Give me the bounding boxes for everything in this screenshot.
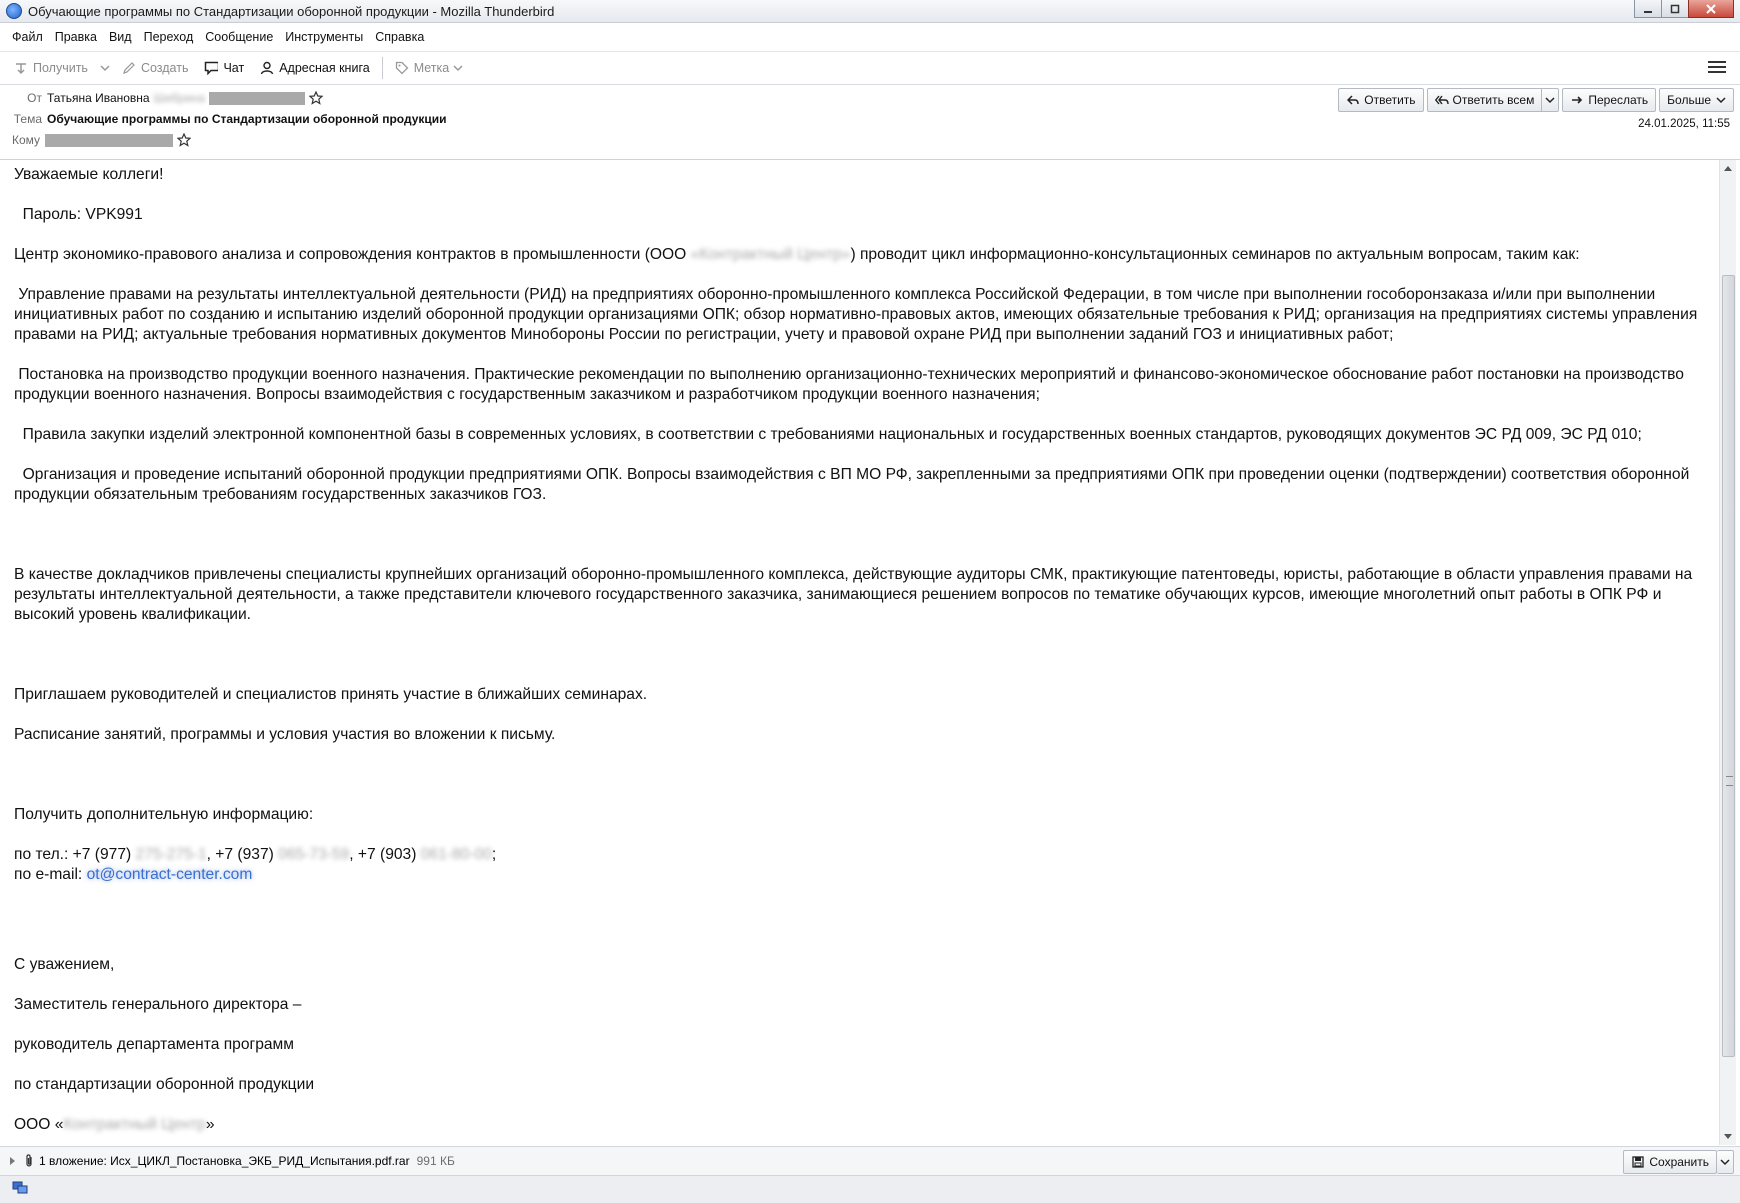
minimize-button[interactable] bbox=[1634, 0, 1662, 18]
window-title: Обучающие программы по Стандартизации оборонной продукции - Mozilla Thunderbird bbox=[28, 3, 555, 19]
save-dropdown[interactable] bbox=[1717, 1150, 1734, 1174]
scroll-up-button[interactable] bbox=[1720, 160, 1736, 176]
get-messages-button[interactable] bbox=[6, 55, 96, 81]
signature-line-3: по стандартизации оборонной продукции bbox=[14, 1076, 315, 1093]
from-surname: Шибрина bbox=[153, 91, 205, 105]
topic-4: Организация и проведение испытаний оборонной продукции предприятиями ОПК. Вопросы взаимодействия с ВП МО РФ, закрепленными за предприятиями ОПК при проведении оценки (подтверждении) соответствия оборонной продукции обязательным требованиям государственных заказчиков ГОЗ. bbox=[14, 466, 1694, 503]
greeting: Уважаемые коллеги! bbox=[14, 166, 164, 183]
message-date: 24.01.2025, 11:55 bbox=[1638, 118, 1730, 130]
save-icon bbox=[1631, 1155, 1645, 1169]
address-book-button[interactable] bbox=[252, 55, 377, 81]
reply-button[interactable] bbox=[1338, 88, 1423, 112]
paperclip-icon bbox=[23, 1153, 35, 1169]
phone3-code: , +7 (903) bbox=[349, 846, 421, 863]
forward-button[interactable] bbox=[1562, 88, 1656, 112]
chat-button[interactable] bbox=[196, 55, 252, 81]
message-header bbox=[0, 85, 1740, 160]
chevron-down-icon bbox=[100, 64, 110, 72]
toolbar-separator bbox=[382, 57, 383, 79]
signature-line-4 bbox=[14, 1115, 1714, 1135]
scroll-down-button[interactable] bbox=[1720, 1129, 1736, 1145]
contacts-icon bbox=[260, 61, 274, 75]
get-messages-dropdown[interactable] bbox=[96, 55, 114, 81]
from-name[interactable]: Татьяна Ивановна bbox=[47, 91, 150, 105]
close-window-button[interactable] bbox=[1688, 0, 1734, 18]
menu-view[interactable]: Вид bbox=[108, 30, 132, 44]
menu-tools[interactable]: Инструменты bbox=[285, 30, 364, 44]
topic-2: Постановка на производство продукции военного назначения. Практические рекомендации по выполнению организационно-технических мероприятий и финансово-экономическое обоснование работ постановки на производство продукции военного назначения. Вопросы взаимодействия с государственным заказчиком и разработчиком продукции военного назначения; bbox=[14, 366, 1689, 403]
menu-go[interactable]: Переход bbox=[143, 30, 194, 44]
arrow-down-icon bbox=[1724, 1134, 1732, 1140]
get-messages-label: Получить bbox=[33, 61, 88, 75]
sig4-post: » bbox=[205, 1116, 215, 1133]
header-action-buttons bbox=[1335, 88, 1734, 112]
chevron-down-icon bbox=[1716, 96, 1726, 104]
reply-label: Ответить bbox=[1364, 93, 1416, 107]
reply-icon bbox=[1346, 93, 1360, 107]
topic-1: Управление правами на результаты интеллектуальной деятельности (РИД) на предприятиях оборонно-промышленного комплекса Российской Федерации, в том числе при выполнении гособоронзаказа и/или при выполнении инициативных работ по созданию и испытанию изделий оборонной продукции организациями ОПК; обзор нормативно-правовых актов, имеющих обязательные требования к РИД; организация на предприятиях системы управления правами на РИД; актуальные требования нормативных документов Минобороны России по регистрации, учету и правовой охране РИД при выполнении заданий ГОЗ и инициативных работ; bbox=[14, 286, 1702, 343]
phone2-code: , +7 (937) bbox=[206, 846, 279, 863]
tag-label: Метка bbox=[413, 61, 450, 75]
save-attachment-button[interactable] bbox=[1623, 1150, 1717, 1174]
subject-label: Тема bbox=[13, 112, 42, 126]
app-menu-button[interactable] bbox=[1708, 56, 1726, 78]
online-status-icon[interactable] bbox=[12, 1181, 28, 1195]
intro-org-blurred: «Контрактный Центр» bbox=[690, 246, 851, 263]
phone-end: ; bbox=[491, 846, 497, 863]
from-email-redacted bbox=[209, 92, 305, 105]
attachment-summary[interactable]: 1 вложение: Исх_ЦИКЛ_Постановка_ЭКБ_РИД_Испытания.pdf.rar bbox=[39, 1154, 410, 1168]
phone-label: по тел.: bbox=[14, 846, 73, 863]
reply-all-dropdown[interactable] bbox=[1542, 88, 1559, 112]
menu-help[interactable]: Справка bbox=[375, 30, 425, 44]
forward-icon bbox=[1570, 93, 1584, 107]
intro-pre: Центр экономико-правового анализа и сопровождения контрактов в промышленности (ООО bbox=[14, 246, 691, 263]
sig4-pre: ООО « bbox=[14, 1116, 64, 1133]
intro-paragraph bbox=[14, 245, 1714, 265]
more-button[interactable] bbox=[1659, 88, 1734, 112]
arrow-up-icon bbox=[1724, 165, 1732, 171]
signature-line-1: Заместитель генерального директора – bbox=[14, 996, 302, 1013]
phone1-code: +7 (977) bbox=[72, 846, 136, 863]
message-body[interactable] bbox=[0, 160, 1720, 1145]
minimize-icon bbox=[1643, 4, 1653, 14]
sig4-org-blurred: Контрактный Центр bbox=[63, 1116, 206, 1133]
chat-icon bbox=[204, 61, 218, 75]
chevron-down-icon bbox=[1545, 96, 1555, 104]
more-info-line: Получить дополнительную информацию: bbox=[14, 806, 314, 823]
hamburger-line bbox=[1708, 71, 1726, 73]
chevron-down-icon bbox=[453, 64, 463, 72]
speakers-paragraph: В качестве докладчиков привлечены специалисты крупнейших организаций оборонно-промышленного комплекса, действующие аудиторы СМК, практикующие патентоведы, юристы, работающие в области управления правами на результаты интеллектуальной деятельности, а также представители ключевого государственного заказчика, занимающиеся решением вопросов по тематике обучающих курсов, имеющие многолетний опыт работы в ОПК РФ и высокий уровень квалификации. bbox=[14, 566, 1693, 623]
email-line bbox=[14, 865, 1714, 885]
save-label: Сохранить bbox=[1649, 1155, 1709, 1169]
from-row bbox=[0, 91, 323, 105]
intro-post: ) проводит цикл информационно-консультационных семинаров по актуальным вопросам, таким как: bbox=[850, 246, 1580, 263]
invite-line: Приглашаем руководителей и специалистов принять участие в ближайших семинарах. bbox=[14, 686, 648, 703]
expand-attachments-toggle[interactable] bbox=[10, 1157, 15, 1165]
address-book-label: Адресная книга bbox=[279, 61, 370, 75]
compose-label: Создать bbox=[140, 61, 189, 75]
attachment-bar bbox=[0, 1146, 1740, 1175]
pencil-icon bbox=[122, 61, 136, 75]
subject-value: Обучающие программы по Стандартизации оборонной продукции bbox=[47, 112, 447, 126]
star-icon[interactable] bbox=[177, 133, 191, 147]
email-link[interactable]: ot@contract-center.com bbox=[86, 866, 253, 883]
phone1-number: 275-275-1 bbox=[135, 846, 207, 863]
reply-all-group bbox=[1427, 88, 1560, 112]
to-address-redacted bbox=[45, 134, 173, 147]
scroll-grip bbox=[1726, 776, 1733, 786]
menu-bar bbox=[0, 23, 1740, 52]
hamburger-line bbox=[1708, 66, 1726, 68]
status-bar bbox=[0, 1175, 1740, 1203]
topic-3: Правила закупки изделий электронной компонентной базы в современных условиях, в соответствии с требованиями национальных и государственных военных стандартов, руководящих документов ЭС РД 009, ЭС РД 010; bbox=[14, 426, 1642, 443]
signature-line-2: руководитель департамента программ bbox=[14, 1036, 294, 1053]
body-scrollbar[interactable] bbox=[1719, 160, 1736, 1145]
maximize-icon bbox=[1670, 4, 1680, 14]
close-icon bbox=[1706, 4, 1716, 14]
password-line: Пароль: VPK991 bbox=[14, 206, 143, 223]
menu-file[interactable]: Файл bbox=[12, 30, 43, 44]
subject-row bbox=[0, 112, 447, 126]
star-icon[interactable] bbox=[309, 91, 323, 105]
compose-button[interactable] bbox=[114, 55, 197, 81]
download-icon bbox=[14, 61, 28, 75]
window-controls bbox=[1635, 0, 1734, 18]
reply-all-label: Ответить всем bbox=[1452, 93, 1535, 107]
tag-button[interactable] bbox=[387, 55, 472, 81]
more-label: Больше bbox=[1667, 93, 1711, 107]
menu-message[interactable]: Сообщение bbox=[205, 30, 274, 44]
attachment-size: 991 КБ bbox=[416, 1154, 455, 1168]
phone3-number: 061-80-00 bbox=[420, 846, 492, 863]
email-label: по e-mail: bbox=[14, 866, 87, 883]
phone2-number: 065-73-59 bbox=[278, 846, 350, 863]
scroll-thumb[interactable] bbox=[1722, 275, 1735, 1057]
to-row bbox=[0, 133, 191, 147]
main-toolbar bbox=[0, 52, 1740, 85]
reply-all-icon bbox=[1435, 93, 1449, 107]
regards-line: С уважением, bbox=[14, 956, 115, 973]
phone-line bbox=[14, 845, 1714, 865]
message-text bbox=[14, 165, 1714, 1135]
to-label: Кому bbox=[12, 133, 41, 147]
thunderbird-app-icon bbox=[6, 3, 22, 19]
chat-label: Чат bbox=[223, 61, 245, 75]
maximize-button[interactable] bbox=[1661, 0, 1689, 18]
from-label: От bbox=[27, 91, 42, 105]
chevron-down-icon bbox=[1720, 1158, 1730, 1166]
tag-icon bbox=[395, 61, 409, 75]
forward-label: Переслать bbox=[1588, 93, 1649, 107]
save-attachment-group bbox=[1623, 1150, 1734, 1172]
hamburger-line bbox=[1708, 61, 1726, 63]
schedule-line: Расписание занятий, программы и условия участия во вложении к письму. bbox=[14, 726, 556, 743]
menu-edit[interactable]: Правка bbox=[54, 30, 97, 44]
reply-all-button[interactable] bbox=[1427, 88, 1543, 112]
window-titlebar bbox=[0, 0, 1740, 23]
